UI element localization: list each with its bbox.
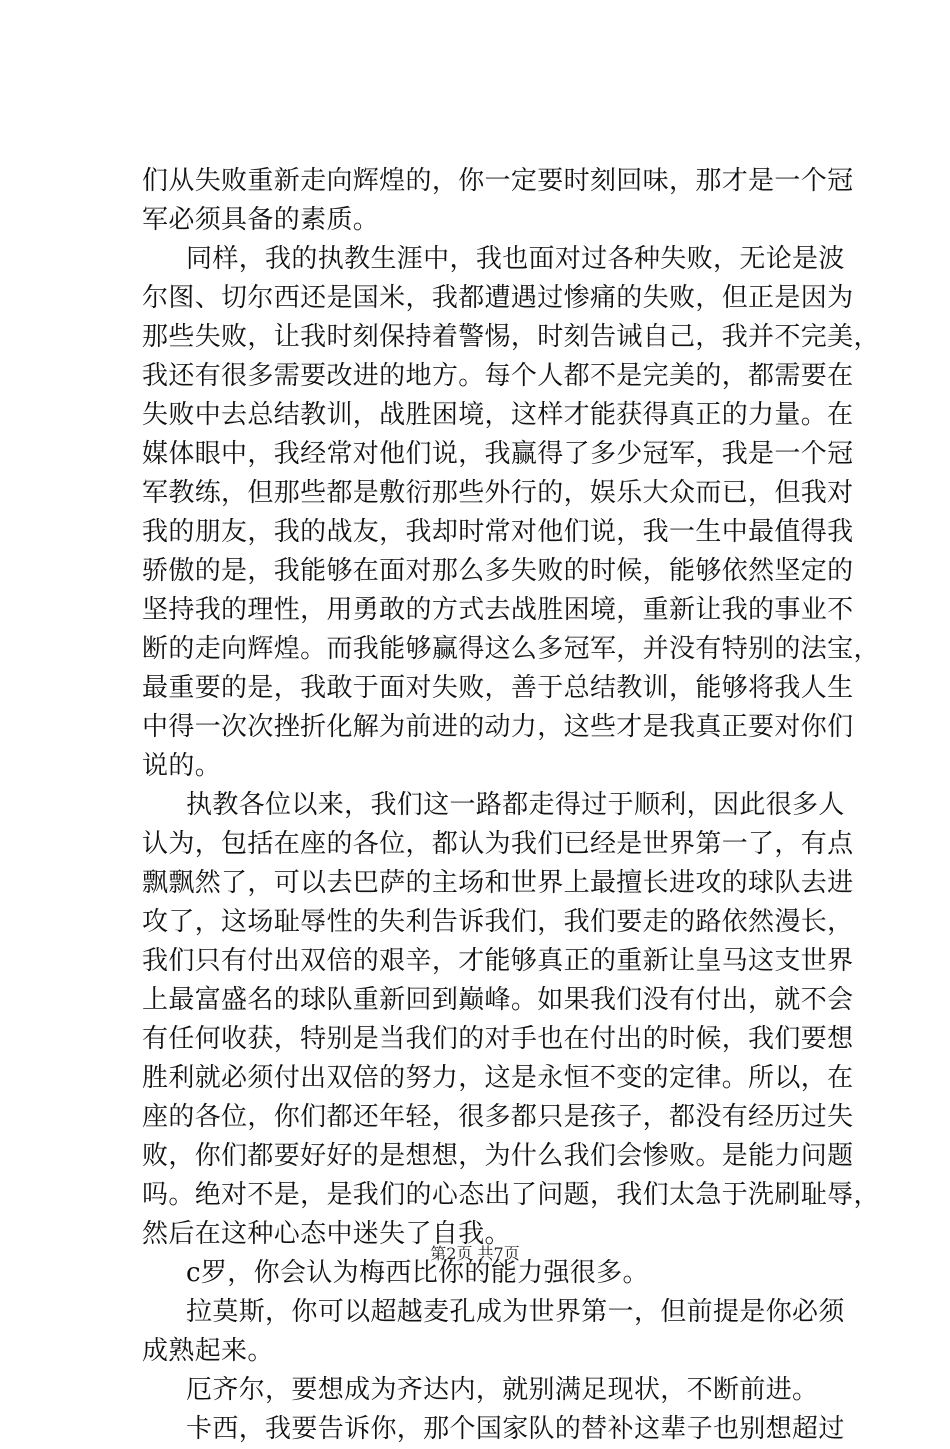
- text-line: 败，你们都要好好的是想想，为什么我们会惨败。是能力问题: [142, 1141, 854, 1171]
- text-line: 卡西，我要告诉你，那个国家队的替补这辈子也别想超过: [186, 1414, 845, 1444]
- text-line: 吗。绝对不是，是我们的心态出了问题，我们太急于洗刷耻辱，: [142, 1180, 880, 1210]
- text-line: 认为，包括在座的各位，都认为我们已经是世界第一了，有点: [142, 829, 854, 859]
- text-line: 媒体眼中，我经常对他们说，我赢得了多少冠军，我是一个冠: [142, 439, 854, 469]
- text-line: 上最富盛名的球队重新回到巅峰。如果我们没有付出，就不会: [142, 985, 854, 1015]
- text-line: 最重要的是，我敢于面对失败，善于总结教训，能够将我人生: [142, 673, 854, 703]
- text-line: 拉莫斯，你可以超越麦孔成为世界第一，但前提是你必须: [186, 1297, 845, 1327]
- text-line: 有任何收获，特别是当我们的对手也在付出的时候，我们要想: [142, 1024, 854, 1054]
- text-line: 我们只有付出双倍的艰辛，才能够真正的重新让皇马这支世界: [142, 946, 854, 976]
- text-line: 成熟起来。: [142, 1336, 274, 1366]
- text-line: 断的走向辉煌。而我能够赢得这么多冠军，并没有特别的法宝，: [142, 634, 880, 664]
- text-line: 攻了，这场耻辱性的失利告诉我们，我们要走的路依然漫长，: [142, 907, 854, 937]
- text-line: c罗，你会认为梅西比你的能力强很多。: [186, 1258, 649, 1288]
- text-line: 然后在这种心态中迷失了自我。: [142, 1219, 511, 1249]
- text-line: 尔图、切尔西还是国米，我都遭遇过惨痛的失败，但正是因为: [142, 283, 854, 313]
- text-line: 胜利就必须付出双倍的努力，这是永恒不变的定律。所以，在: [142, 1063, 854, 1093]
- page-number: 第2页 共7页: [430, 1244, 520, 1263]
- text-line: 座的各位，你们都还年轻，很多都只是孩子，都没有经历过失: [142, 1102, 854, 1132]
- text-line: 骄傲的是，我能够在面对那么多失败的时候，能够依然坚定的: [142, 556, 854, 586]
- text-line: 中得一次次挫折化解为前进的动力，这些才是我真正要对你们: [142, 712, 854, 742]
- text-line: 军教练，但那些都是敷衍那些外行的，娱乐大众而已，但我对: [142, 478, 854, 508]
- text-line: 坚持我的理性，用勇敢的方式去战胜困境，重新让我的事业不: [142, 595, 854, 625]
- text-line: 们从失败重新走向辉煌的，你一定要时刻回味，那才是一个冠: [142, 166, 854, 196]
- text-line: 同样，我的执教生涯中，我也面对过各种失败，无论是波: [186, 244, 845, 274]
- text-line: 飘飘然了，可以去巴萨的主场和世界上最擅长进攻的球队去进: [142, 868, 854, 898]
- text-line: 说的。: [142, 751, 222, 781]
- text-line: 我的朋友，我的战友，我却时常对他们说，我一生中最值得我: [142, 517, 854, 547]
- text-line: 厄齐尔，要想成为齐达内，就别满足现状，不断前进。: [186, 1375, 819, 1405]
- text-line: 失败中去总结教训，战胜困境，这样才能获得真正的力量。在: [142, 400, 854, 430]
- text-line: 执教各位以来，我们这一路都走得过于顺利，因此很多人: [186, 790, 845, 820]
- text-line: 我还有很多需要改进的地方。每个人都不是完美的，都需要在: [142, 361, 854, 391]
- text-line: 军必须具备的素质。: [142, 205, 380, 235]
- text-line: 那些失败，让我时刻保持着警惕，时刻告诫自己，我并不完美，: [142, 322, 880, 352]
